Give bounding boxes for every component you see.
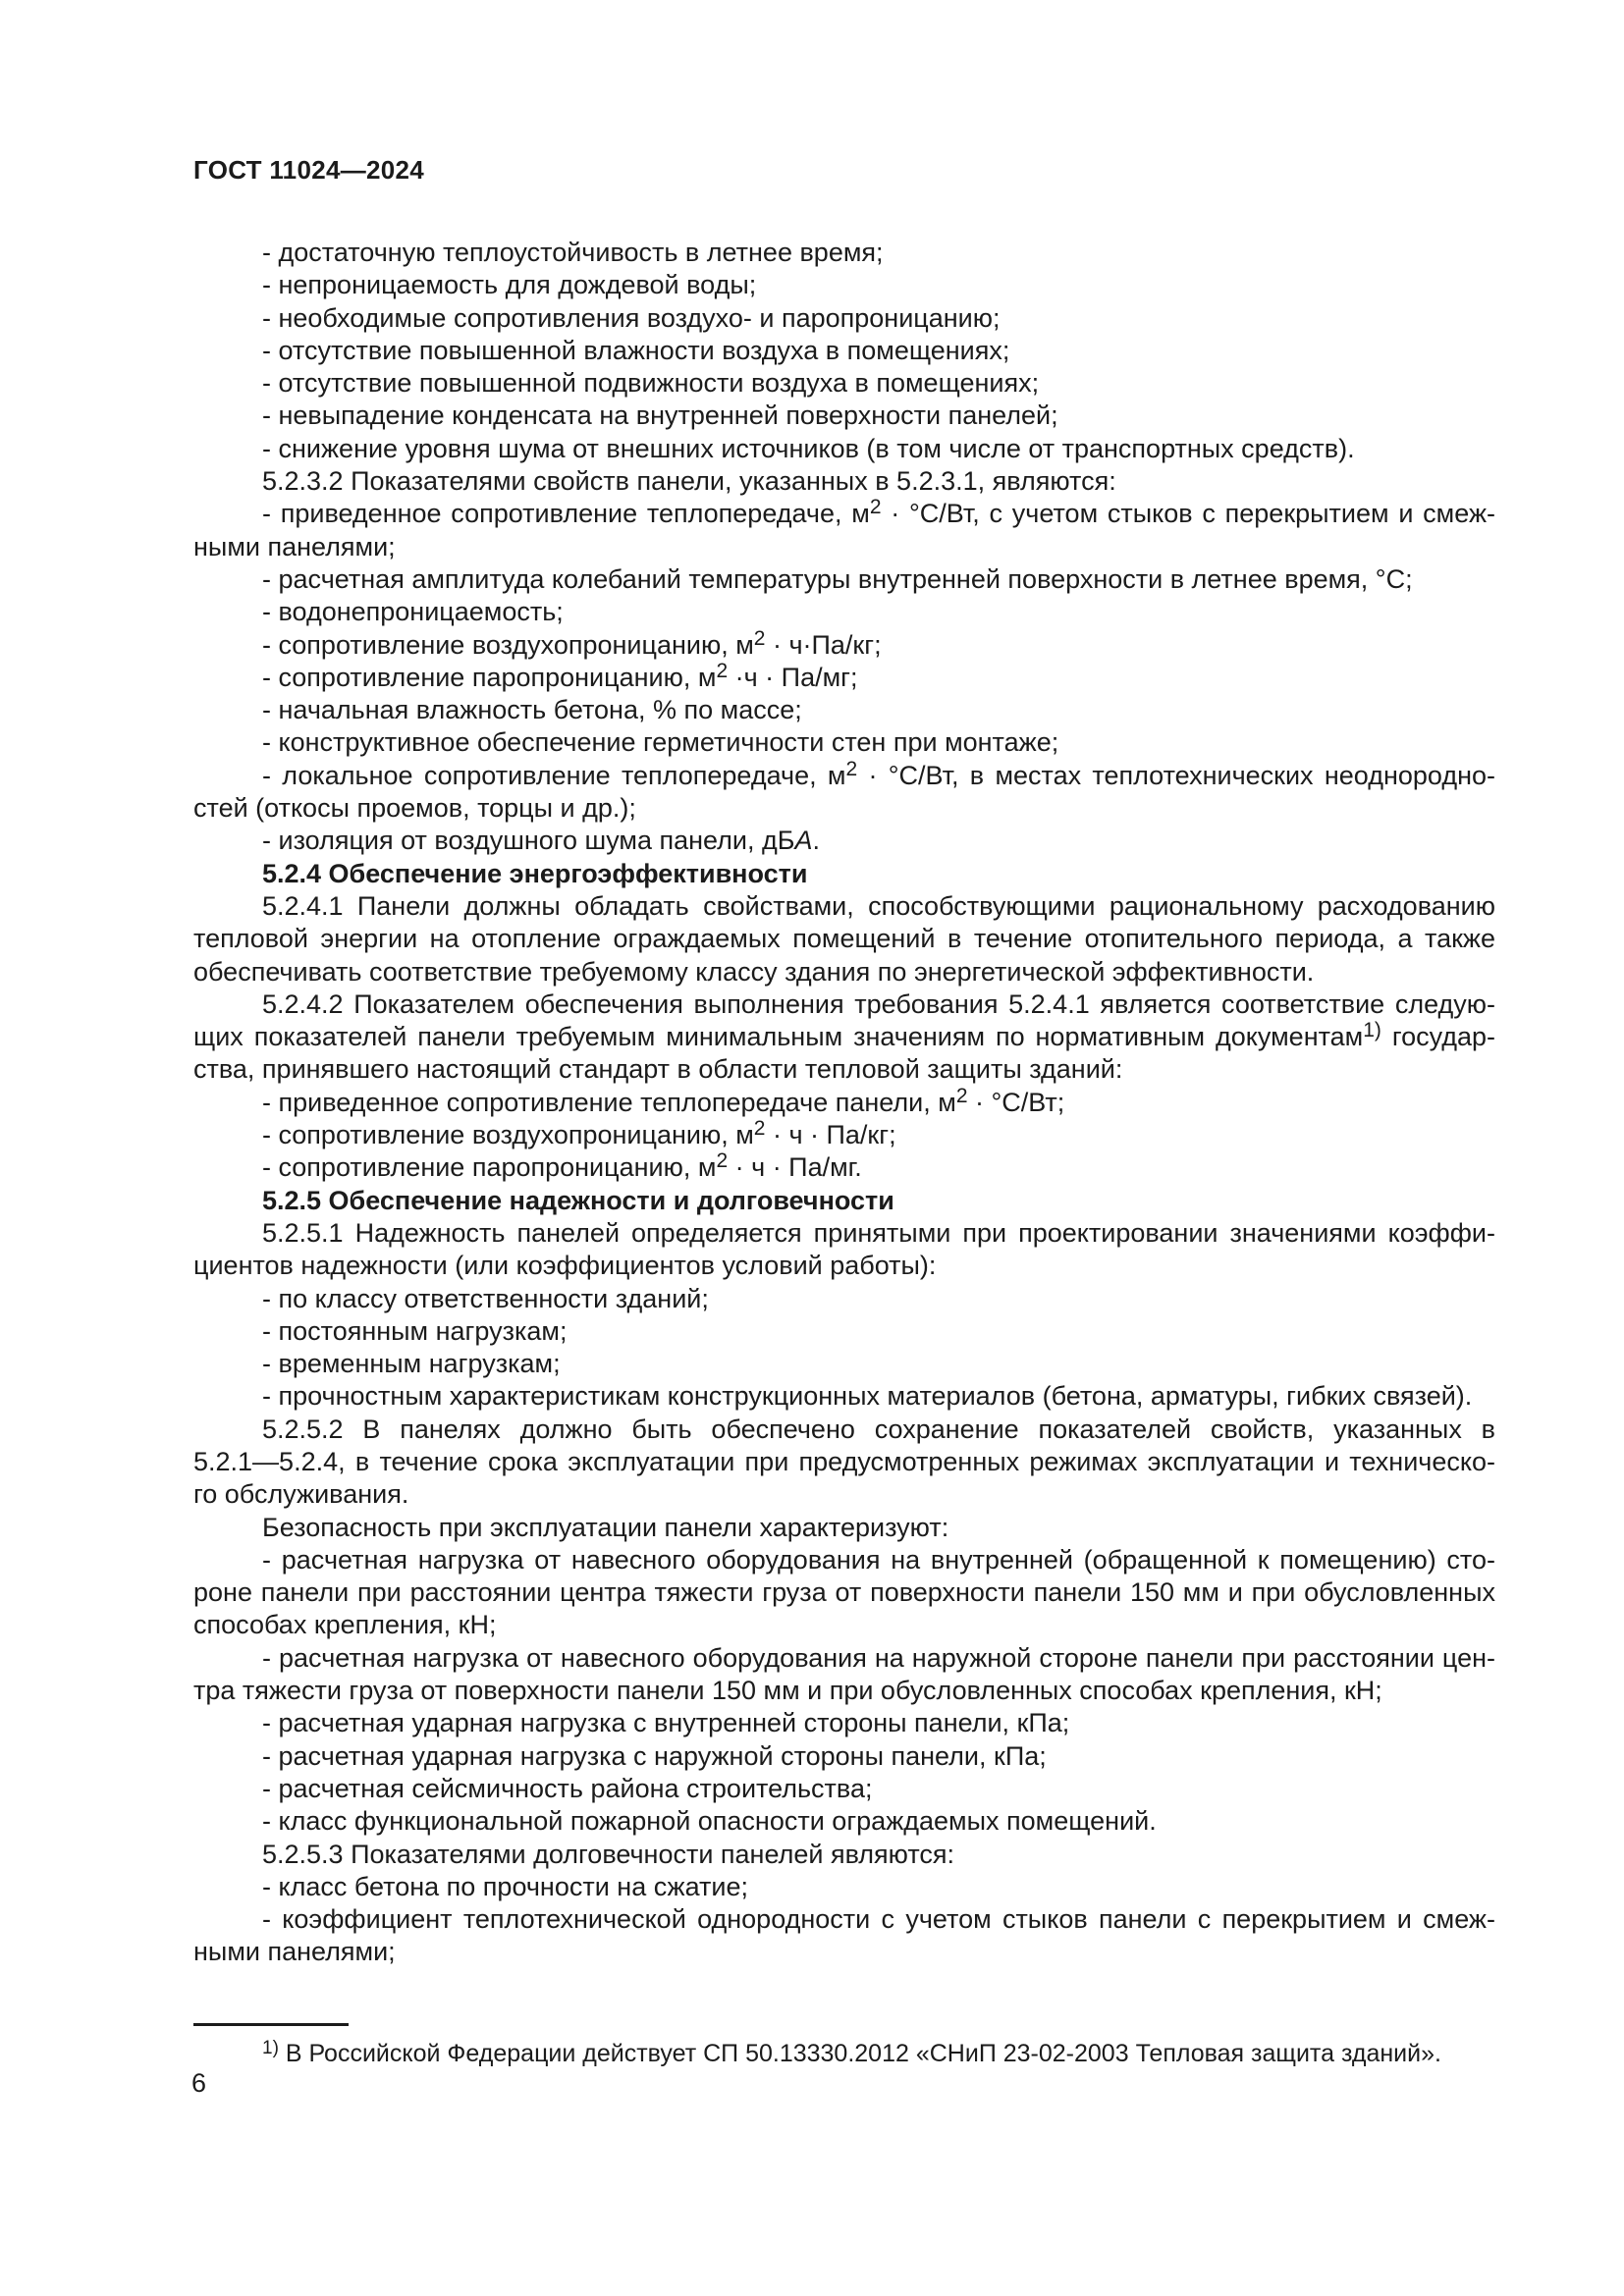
text-line: 5.2.5.2 В панелях должно быть обеспечено сохранение показателей свойств, указанных в — [262, 1414, 1495, 1444]
text-line: 5.2.5.3 Показателями долговечности панелей являются: — [262, 1839, 955, 1869]
text-line: роне панели при расстоянии центра тяжести груза от поверхности панели 150 мм и при обусловленных — [193, 1577, 1495, 1608]
text-line: - отсутствие повышенной подвижности воздуха в помещениях; — [262, 368, 1040, 399]
text-line: 5.2.1—5.2.4, в течение срока эксплуатации при предусмотренных режимах эксплуатации и техническо- — [193, 1446, 1495, 1476]
text-line: - класс бетона по прочности на сжатие; — [262, 1871, 748, 1901]
text-line: - достаточную теплоустойчивость в летнее время; — [262, 238, 884, 267]
text-line: - начальная влажность бетона, % по массе; — [262, 695, 802, 725]
text-line: Безопасность при эксплуатации панели характеризуют: — [262, 1512, 949, 1542]
text-line: ства, принявшего настоящий стандарт в области тепловой защиты зданий: — [193, 1054, 1123, 1085]
text-line: - коэффициент теплотехнической однородности с учетом стыков панели с перекрытием и смеж- — [262, 1904, 1495, 1935]
text-line: - необходимые сопротивления воздухо- и паропроницанию; — [262, 302, 1001, 333]
text-line: - приведенное сопротивление теплопередаче, $м^2 \cdot ^\circ С/Вт$, с учетом стыков с перекрытием и смеж- — [262, 498, 1495, 529]
text-line: - сопротивление паропроницанию, $м^2 \cdot ч \cdot Па/мг$; — [262, 661, 858, 692]
text-line: - временным нагрузкам; — [262, 1349, 561, 1379]
footnote-rule — [193, 2023, 349, 2026]
text-line: - снижение уровня шума от внешних источников (в том числе от транспортных средств). — [262, 433, 1355, 463]
text-line: - сопротивление воздухопроницанию, $м^2 \cdot ч \cdot Па/кг$; — [262, 1119, 896, 1150]
text-line: циентов надежности (или коэффициентов условий работы): — [193, 1251, 937, 1281]
text-line: тепловой энергии на отопление ограждаемых помещений в течение отопительного периода, а также — [193, 924, 1495, 954]
text-line: щих показателей панели требуемым минимальным значениям по нормативным документам$^{1)}$ государ- — [193, 1021, 1495, 1052]
text-line: - приведенное сопротивление теплопередаче панели, $м^2 \cdot ^\circ С/Вт$; — [262, 1086, 1065, 1117]
text-line: - невыпадение конденсата на внутренней поверхности панелей; — [262, 400, 1058, 431]
text-line: - отсутствие повышенной влажности воздуха в помещениях; — [262, 335, 1010, 365]
text-line: - расчетная нагрузка от навесного оборудования на внутренней (обращенной к помещению) сто- — [262, 1544, 1495, 1575]
text-line: - постоянным нагрузкам; — [262, 1315, 568, 1346]
text-line: - класс функциональной пожарной опасности ограждаемых помещений. — [262, 1806, 1157, 1837]
text-line: - сопротивление паропроницанию, $м^2 \cdot ч \cdot Па/мг$. — [262, 1151, 862, 1183]
text-line: ными панелями; — [193, 531, 396, 561]
text-line: обеспечивать соответствие требуемому классу здания по энергетической эффективности. — [193, 956, 1315, 987]
text-line: - расчетная амплитуда колебаний температуры внутренней поверхности в летнее время, °С; — [262, 563, 1413, 594]
text-line: - конструктивное обеспечение герметичности стен при монтаже; — [262, 727, 1059, 758]
text-line: - локальное сопротивление теплопередаче, $м^2 \cdot ^\circ С/Вт$, в местах теплотехнических неоднородно- — [262, 759, 1495, 790]
text-line: 5.2.4.2 Показателем обеспечения выполнения требования 5.2.4.1 является соответствие следую- — [262, 988, 1495, 1019]
text-line: - расчетная нагрузка от навесного оборудования на наружной стороне панели при расстоянии цен- — [262, 1642, 1495, 1673]
text-line: - расчетная сейсмичность района строительства; — [262, 1773, 873, 1803]
footnote — [193, 2039, 1495, 2069]
footnote-marker: 1) — [262, 2038, 279, 2058]
footnote-text: В Российской Федерации действует СП 50.13330.2012 «СНиП 23-02-2003 Тепловая защита зданий». — [278, 2040, 1441, 2067]
text-line: - расчетная ударная нагрузка с наружной стороны панели, кПа; — [262, 1740, 1047, 1771]
text-line: - непроницаемость для дождевой воды; — [262, 270, 757, 300]
text-line: - расчетная ударная нагрузка с внутренней стороны панели, кПа; — [262, 1708, 1070, 1738]
text-line: 5.2.4 Обеспечение энергоэффективности — [262, 858, 808, 888]
text-line: способах крепления, кН; — [193, 1610, 497, 1640]
text-line: - изоляция от воздушного шума панели, дБА. — [262, 826, 821, 856]
text-line: 5.2.5 Обеспечение надежности и долговечности — [262, 1185, 894, 1215]
text-line: - прочностным характеристикам конструкционных материалов (бетона, арматуры, гибких связей). — [262, 1381, 1473, 1412]
document-header: ГОСТ 11024—2024 — [193, 155, 425, 185]
page-number: 6 — [191, 2068, 207, 2098]
text-line: - по классу ответственности зданий; — [262, 1283, 709, 1313]
text-line: - сопротивление воздухопроницанию, $м^2 \cdot ч\cdot Па/кг$; — [262, 628, 882, 660]
text-line: го обслуживания. — [193, 1479, 409, 1510]
text-line: ными панелями; — [193, 1937, 396, 1967]
text-line: 5.2.3.2 Показателями свойств панели, указанных в 5.2.3.1, являются: — [262, 466, 1116, 497]
text-line: - водонепроницаемость; — [262, 597, 564, 627]
text-line: тра тяжести груза от поверхности панели 150 мм и при обусловленных способах крепления, кН; — [193, 1676, 1382, 1706]
text-line: 5.2.4.1 Панели должны обладать свойствами, способствующими рациональному расходованию — [262, 890, 1495, 921]
text-line: стей (откосы проемов, торцы и др.); — [193, 793, 636, 824]
body-text — [193, 237, 1495, 1969]
text-line: 5.2.5.1 Надежность панелей определяется принятыми при проектировании значениями коэффи- — [262, 1217, 1495, 1248]
